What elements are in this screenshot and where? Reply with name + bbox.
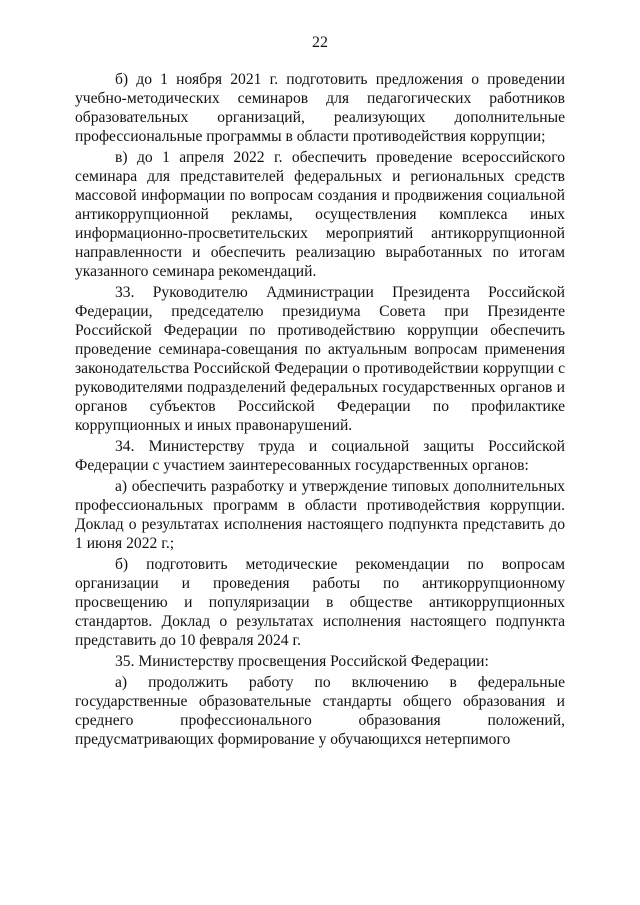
- paragraph-item-34: 34. Министерству труда и социальной защиты Российской Федерации с участием заинтересованных государственных органов:: [75, 438, 565, 474]
- paragraph-item-b-seminars: б) до 1 ноября 2021 г. подготовить предложения о проведении учебно-методических семинаров для педагогических работников образовательных организаций, реализующих дополнительные профессиональные программы в области противодействия коррупции;: [75, 71, 565, 145]
- paragraph-item-35-a: а) продолжить работу по включению в федеральные государственные образовательные стандарты общего образования и среднего профессионального образования положений, предусматривающих формирование у обучающихся нетерпимого: [75, 674, 565, 748]
- paragraph-item-v-media-seminar: в) до 1 апреля 2022 г. обеспечить проведение всероссийского семинара для представителей федеральных и региональных средств массовой информации по вопросам создания и продвижения социальной антикоррупционной рекламы, осуществления комплекса иных информационно-просветительских мероприятий антикоррупционной направленности и обеспечить реализацию выработанных по итогам указанного семинара рекомендаций.: [75, 149, 565, 280]
- paragraph-item-34-b: б) подготовить методические рекомендации по вопросам организации и проведения работы по антикоррупционному просвещению и популяризации в обществе антикоррупционных стандартов. Доклад о результатах исполнения настоящего подпункта представить до 10 февраля 2024 г.: [75, 556, 565, 649]
- page-number: 22: [312, 34, 328, 51]
- paragraph-item-34-a: а) обеспечить разработку и утверждение типовых дополнительных профессиональных программ в области противодействия коррупции. Доклад о результатах исполнения настоящего подпункта представить до 1 июня 2022 г.;: [75, 478, 565, 552]
- document-body: [75, 70, 565, 749]
- paragraph-item-33: 33. Руководителю Администрации Президента Российской Федерации, председателю президиума Совета при Президенте Российской Федерации по противодействию коррупции обеспечить проведение семинара-совещания по актуальным вопросам применения законодательства Российской Федерации о противодействии коррупции с руководителями подразделений федеральных государственных органов и органов субъектов Российской Федерации по профилактике коррупционных и иных правонарушений.: [75, 284, 565, 434]
- paragraph-item-35: 35. Министерству просвещения Российской Федерации:: [115, 653, 489, 670]
